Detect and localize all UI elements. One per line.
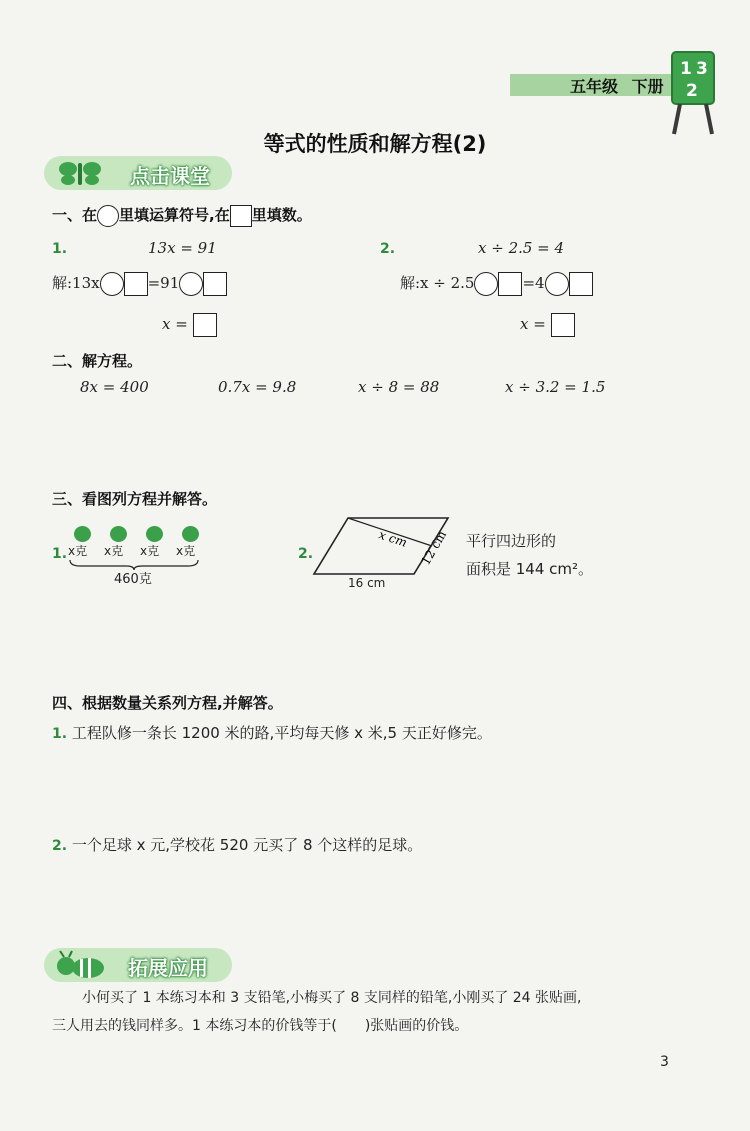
weight-label: x克 — [68, 544, 88, 558]
weight-label: x克 — [140, 544, 160, 558]
weight-label: x克 — [104, 544, 124, 558]
operator-blank[interactable] — [179, 272, 203, 296]
section-1-heading: 一、在 里填运算符号,在 里填数。 — [52, 204, 312, 227]
answer-blank[interactable] — [193, 313, 217, 337]
equation-item: x ÷ 3.2 = 1.5 — [505, 378, 606, 396]
number-blank[interactable] — [569, 272, 593, 296]
area-text-line1: 平行四边形的 — [466, 532, 557, 550]
x-prefix: x = — [162, 315, 188, 333]
q2-number: 2. — [380, 241, 396, 257]
q1-number: 1. — [52, 241, 68, 257]
apple-icon — [146, 526, 163, 542]
q4-1-number: 1. — [52, 726, 68, 742]
chalkboard-icon — [668, 46, 720, 138]
solve-prefix: 解:13x — [52, 274, 100, 292]
section-3-heading: 三、看图列方程并解答。 — [52, 490, 218, 508]
equation-item: x ÷ 8 = 88 — [358, 378, 440, 396]
solve-prefix: 解:x ÷ 2.5 — [400, 274, 475, 292]
q1-equation: 13x = 91 — [148, 239, 217, 257]
apple-icon — [74, 526, 91, 542]
weight-label: x克 — [176, 544, 196, 558]
height-label: 12 cm — [418, 528, 450, 568]
side-label: x cm — [377, 527, 409, 550]
section-banner-extension — [44, 948, 232, 982]
solve-mid: =4 — [522, 274, 545, 292]
page-number: 3 — [660, 1054, 669, 1070]
extension-line1: 小何买了 1 本练习本和 3 支铅笔,小梅买了 8 支同样的铅笔,小刚买了 24 张贴画, — [82, 990, 582, 1006]
operator-blank[interactable] — [100, 272, 124, 296]
q4-2-number: 2. — [52, 838, 68, 854]
section-4-heading: 四、根据数量关系列方程,并解答。 — [52, 694, 283, 712]
q1-solve-line — [52, 272, 227, 296]
q1-x-line — [162, 313, 217, 337]
q4-1 — [52, 722, 492, 743]
banner-title: 拓展应用 — [128, 956, 208, 980]
operator-blank[interactable] — [474, 272, 498, 296]
x-prefix: x = — [520, 315, 546, 333]
total-weight-label: 460克 — [114, 572, 152, 587]
equation-item: 0.7x = 9.8 — [218, 378, 297, 396]
number-blank[interactable] — [498, 272, 522, 296]
number-blank[interactable] — [203, 272, 227, 296]
apple-icon — [182, 526, 199, 542]
q2-x-line — [520, 313, 575, 337]
butterfly-icon — [54, 159, 110, 187]
extension-line2: 三人用去的钱同样多。1 本练习本的价钱等于( )张贴画的价钱。 — [52, 1018, 469, 1034]
banner-title: 点击课堂 — [130, 164, 210, 188]
section-2-heading: 二、解方程。 — [52, 352, 143, 370]
bee-icon — [54, 950, 114, 980]
page-title: 等式的性质和解方程(2) — [263, 132, 487, 156]
q4-2 — [52, 834, 422, 855]
area-text-line2: 面积是 144 cm²。 — [466, 560, 594, 578]
q3-1-number: 1. — [52, 546, 68, 562]
base-label: 16 cm — [348, 576, 386, 590]
section-banner-class — [44, 156, 232, 190]
solve-mid: =91 — [147, 274, 180, 292]
grade-label: 五年级 下册 — [570, 77, 664, 96]
corner-digit: 3 — [696, 59, 708, 79]
q2-solve-line — [400, 272, 593, 296]
corner-digit: 2 — [686, 81, 698, 101]
q4-2-text: 一个足球 x 元,学校花 520 元买了 8 个这样的足球。 — [71, 836, 423, 854]
apple-icon — [110, 526, 127, 542]
equation-item: 8x = 400 — [80, 378, 149, 396]
operator-blank[interactable] — [545, 272, 569, 296]
extension-problem — [52, 984, 692, 1040]
q3-2-number: 2. — [298, 546, 314, 562]
number-blank[interactable] — [124, 272, 148, 296]
corner-digit: 1 — [680, 59, 692, 79]
square-box-icon — [230, 205, 252, 227]
q4-1-text: 工程队修一条长 1200 米的路,平均每天修 x 米,5 天正好修完。 — [71, 724, 492, 742]
parallelogram-figure — [312, 512, 462, 592]
apple-row — [70, 524, 210, 544]
q2-equation: x ÷ 2.5 = 4 — [478, 239, 565, 257]
circle-box-icon — [97, 205, 119, 227]
answer-blank[interactable] — [551, 313, 575, 337]
